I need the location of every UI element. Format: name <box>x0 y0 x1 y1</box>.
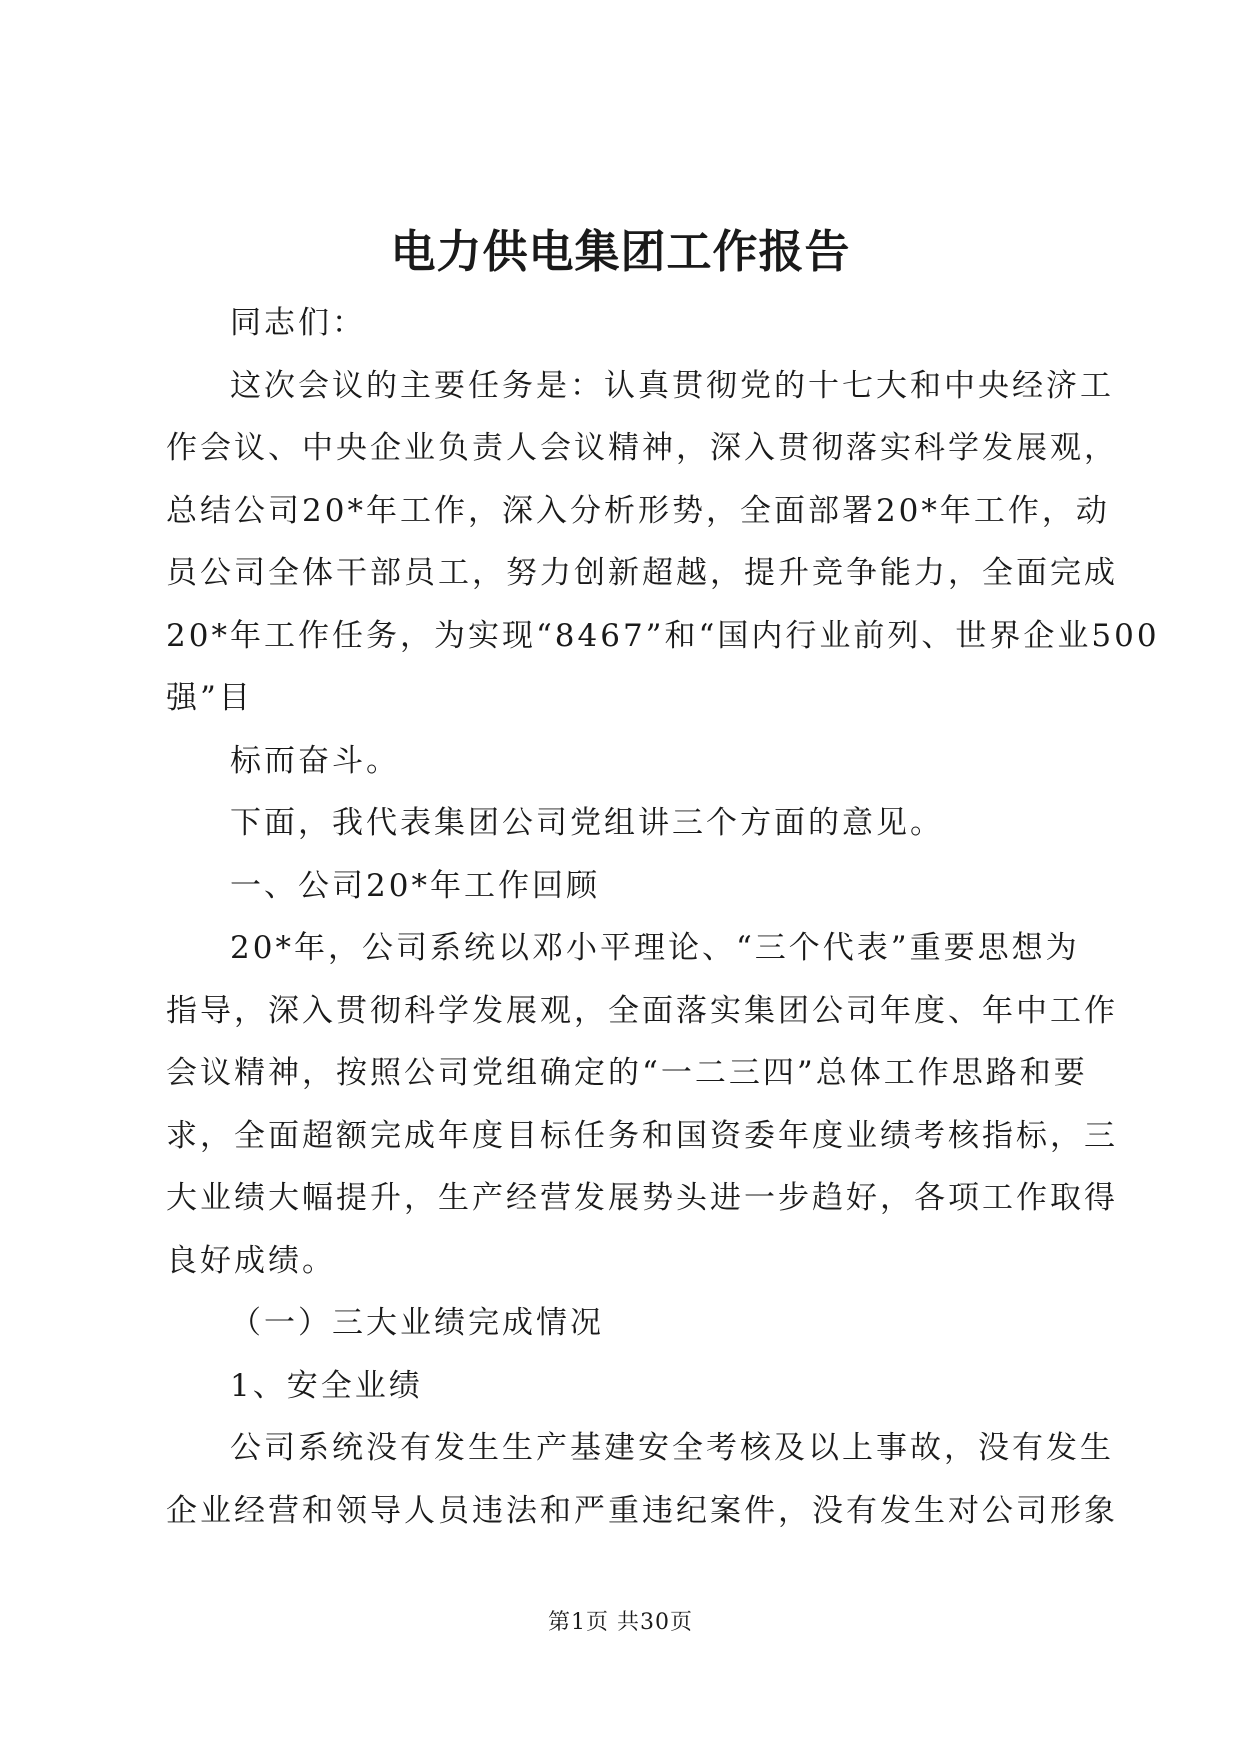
document-title: 电力供电集团工作报告 <box>390 225 851 278</box>
text-line: 标而奋斗。 <box>230 742 400 779</box>
text-line: 一、公司20*年工作回顾 <box>230 867 600 904</box>
text-line: 会议精神，按照公司党组确定的“一二三四”总体工作思路和要 <box>166 1055 1088 1091</box>
text-line: 公司系统没有发生生产基建安全考核及以上事故，没有发生 <box>230 1430 1114 1466</box>
text-line: 良好成绩。 <box>166 1242 336 1279</box>
text-line: 员公司全体干部员工，努力创新超越，提升竞争能力，全面完成 <box>166 555 1118 591</box>
text-line: 大业绩大幅提升，生产经营发展势头进一步趋好，各项工作取得 <box>166 1180 1118 1216</box>
text-line: （一）三大业绩完成情况 <box>230 1305 604 1341</box>
text-line: 作会议、中央企业负责人会议精神，深入贯彻落实科学发展观， <box>166 430 1118 466</box>
text-line: 指导，深入贯彻科学发展观，全面落实集团公司年度、年中工作 <box>166 992 1118 1029</box>
text-line: 20*年工作任务，为实现“8467”和“国内行业前列、世界企业500 <box>166 617 1160 654</box>
text-line: 20*年，公司系统以邓小平理论、“三个代表”重要思想为 <box>230 930 1080 966</box>
page-number-footer: 第1页 共30页 <box>548 1610 693 1635</box>
text-line: 1、安全业绩 <box>230 1367 423 1404</box>
document-body <box>166 292 1160 1542</box>
text-line: 强”目 <box>166 680 253 716</box>
text-line: 这次会议的主要任务是：认真贯彻党的十七大和中央经济工 <box>230 367 1114 404</box>
text-line: 企业经营和领导人员违法和严重违纪案件，没有发生对公司形象 <box>166 1492 1118 1529</box>
text-line: 同志们： <box>230 305 366 341</box>
text-line: 求，全面超额完成年度目标任务和国资委年度业绩考核指标，三 <box>166 1117 1118 1154</box>
text-line: 总结公司20*年工作，深入分析形势，全面部署20*年工作，动 <box>166 492 1110 529</box>
text-line: 下面，我代表集团公司党组讲三个方面的意见。 <box>230 805 944 841</box>
